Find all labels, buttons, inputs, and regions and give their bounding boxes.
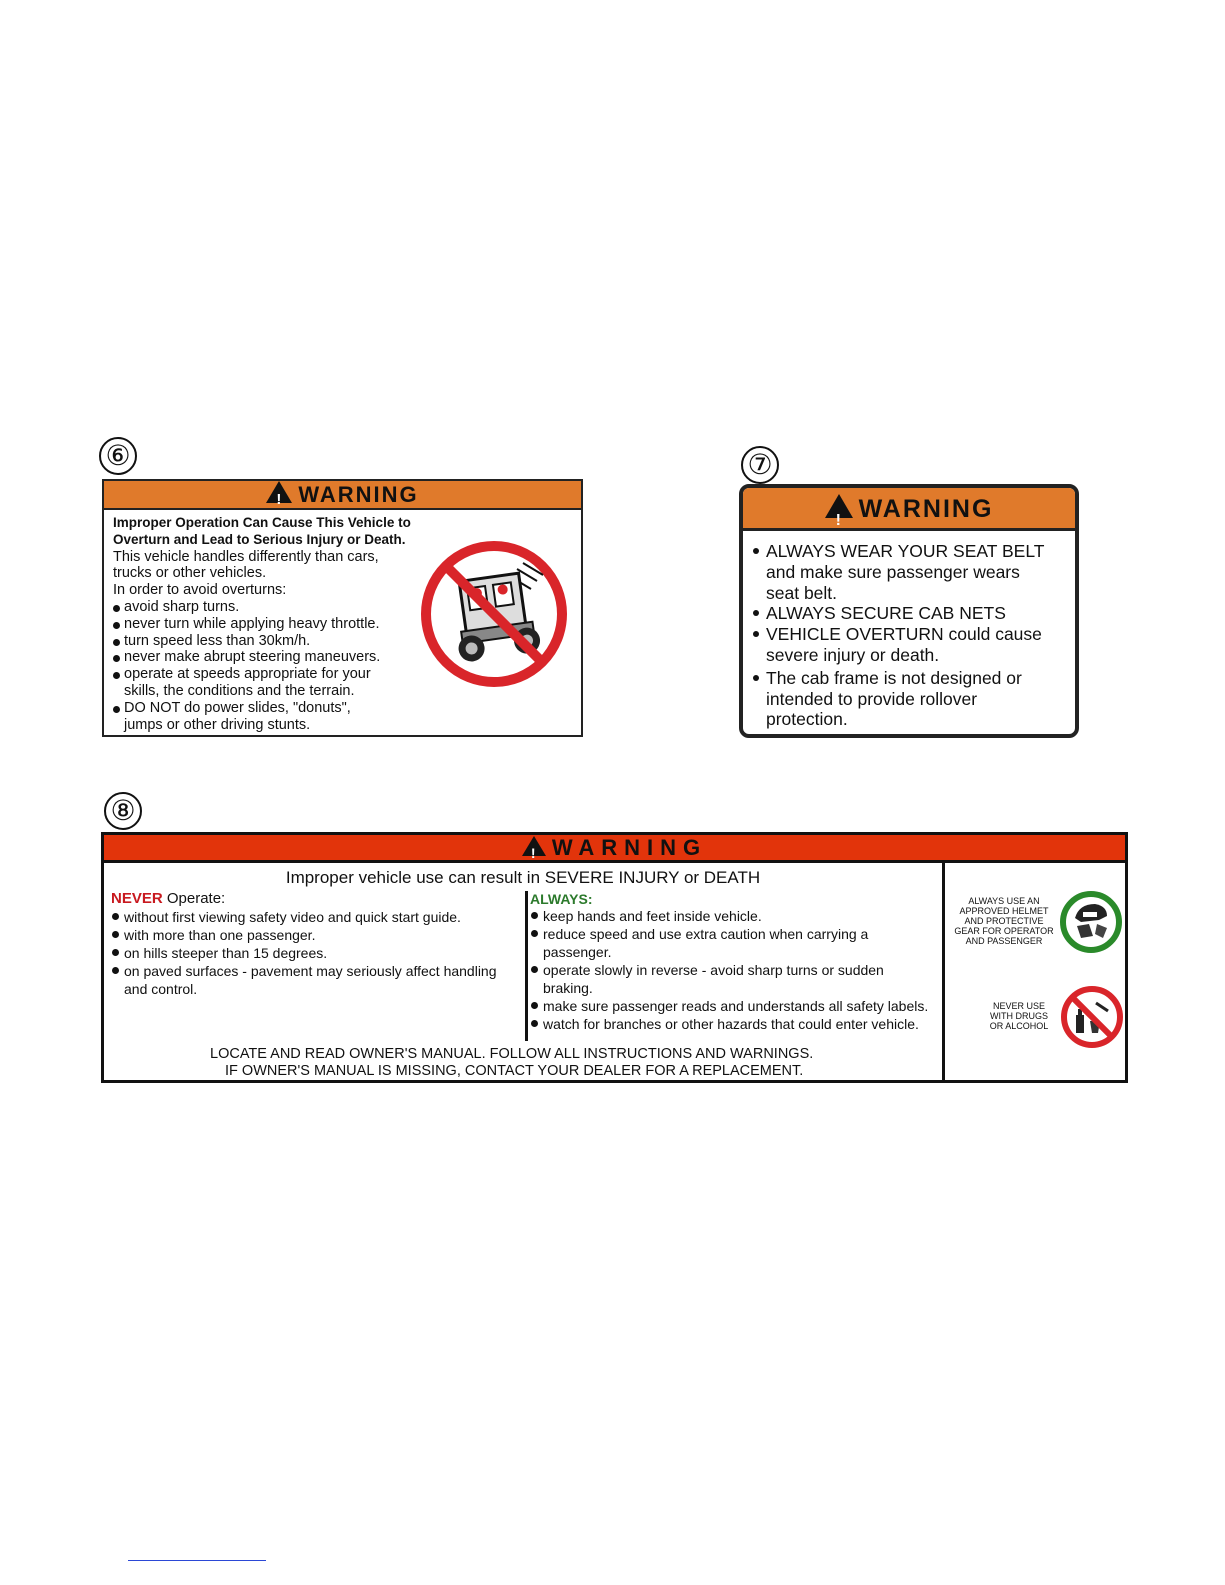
bullet-continuation: seat belt. xyxy=(766,582,838,603)
bullet-continuation: severe injury or death. xyxy=(766,644,940,665)
notice-line: AND PROTECTIVE xyxy=(964,916,1044,926)
footer-line: LOCATE AND READ OWNER'S MANUAL. FOLLOW ALL INSTRUCTIONS AND WARNINGS. xyxy=(210,1046,814,1062)
warning-triangle-icon xyxy=(522,836,546,856)
bullet-item: turn speed less than 30km/h. xyxy=(113,633,581,650)
notice-line: ALWAYS USE AN xyxy=(968,896,1040,906)
notice-line: NEVER USE xyxy=(992,1001,1045,1011)
helmet-notice xyxy=(948,896,1060,946)
bullet-item: operate slowly in reverse - avoid sharp turns or sudden xyxy=(530,961,945,979)
warning-label-8 xyxy=(101,832,1128,1083)
bullet-item: ALWAYS WEAR YOUR SEAT BELT xyxy=(753,541,1075,562)
bullet-continuation: intended to provide rollover xyxy=(766,688,978,709)
never-heading: NEVER xyxy=(111,890,163,907)
warning-header xyxy=(104,835,1125,863)
warning-label-6 xyxy=(102,479,583,737)
notice-line: AND PASSENGER xyxy=(965,936,1043,946)
notice-line: OR ALCOHOL xyxy=(989,1021,1049,1031)
bullet-item: ALWAYS SECURE CAB NETS xyxy=(753,603,1075,624)
bullet-continuation: protection. xyxy=(766,709,848,730)
label-main-area xyxy=(104,863,942,1080)
warning-triangle-icon xyxy=(825,494,853,518)
warning-title: WARNING xyxy=(298,482,419,507)
warning-title: WARNING xyxy=(858,495,994,523)
drugs-alcohol-notice xyxy=(985,1001,1053,1031)
notice-line: GEAR FOR OPERATOR xyxy=(954,926,1054,936)
bullet-item: The cab frame is not designed or xyxy=(753,668,1075,689)
label-text: trucks or other vehicles. xyxy=(113,565,267,582)
label-text: Improper Operation Can Cause This Vehicle to xyxy=(113,515,411,530)
label-number-8: ⑧ xyxy=(104,792,142,830)
bullet-item: VEHICLE OVERTURN could cause xyxy=(753,624,1075,645)
bullet-continuation: and control. xyxy=(124,981,198,997)
bullet-item: operate at speeds appropriate for your xyxy=(113,666,581,683)
bullet-item: DO NOT do power slides, "donuts", xyxy=(113,700,581,717)
bullet-item: make sure passenger reads and understands all safety labels. xyxy=(530,997,945,1015)
bullet-continuation: braking. xyxy=(543,980,593,996)
label-subtitle: Improper vehicle use can result in SEVERE INJURY or DEATH xyxy=(285,868,761,887)
label-side-icons xyxy=(942,863,1128,1080)
warning-header xyxy=(743,488,1075,531)
bullet-item: with more than one passenger. xyxy=(111,926,521,944)
never-heading-rest: Operate: xyxy=(162,890,226,907)
footer-line: IF OWNER'S MANUAL IS MISSING, CONTACT YOUR DEALER FOR A REPLACEMENT. xyxy=(225,1063,804,1079)
warning-header xyxy=(104,481,581,510)
notice-line: WITH DRUGS xyxy=(990,1011,1048,1021)
bullet-item: avoid sharp turns. xyxy=(113,599,581,616)
no-drugs-alcohol-icon xyxy=(1060,985,1124,1049)
label-number-7: ⑦ xyxy=(741,446,779,484)
helmet-gear-icon xyxy=(1059,890,1123,954)
bullet-continuation: and make sure passenger wears xyxy=(766,561,1020,582)
bullet-item: keep hands and feet inside vehicle. xyxy=(530,907,945,925)
label-text: Overturn and Lead to Serious Injury or Death. xyxy=(113,531,406,547)
always-column xyxy=(525,891,945,1041)
bullet-continuation: skills, the conditions and the terrain. xyxy=(124,682,355,699)
never-column xyxy=(111,889,521,998)
always-heading: ALWAYS: xyxy=(530,891,593,907)
bullet-continuation: jumps or other driving stunts. xyxy=(124,716,311,733)
notice-line: APPROVED HELMET xyxy=(959,906,1049,916)
bullet-item: without first viewing safety video and quick start guide. xyxy=(111,908,521,926)
footer-divider-line xyxy=(128,1560,266,1561)
label-number-6: ⑥ xyxy=(99,437,137,475)
bullet-continuation: passenger. xyxy=(543,944,612,960)
warning-label-7 xyxy=(739,484,1079,738)
warning-title: WARNING xyxy=(551,835,708,860)
bullet-item: never make abrupt steering maneuvers. xyxy=(113,649,581,666)
bullet-item: on paved surfaces - pavement may seriously affect handling xyxy=(111,962,521,980)
no-rollover-vehicle-icon xyxy=(419,539,569,689)
label-text: In order to avoid overturns: xyxy=(113,582,287,599)
bullet-item: on hills steeper than 15 degrees. xyxy=(111,944,521,962)
bullet-item: watch for branches or other hazards that could enter vehicle. xyxy=(530,1015,945,1033)
warning-triangle-icon xyxy=(266,481,292,503)
label-footer xyxy=(104,1046,942,1080)
bullet-item: never turn while applying heavy throttle. xyxy=(113,616,581,633)
bullet-item: reduce speed and use extra caution when carrying a xyxy=(530,925,945,943)
label-text: This vehicle handles differently than cars, xyxy=(113,548,379,565)
